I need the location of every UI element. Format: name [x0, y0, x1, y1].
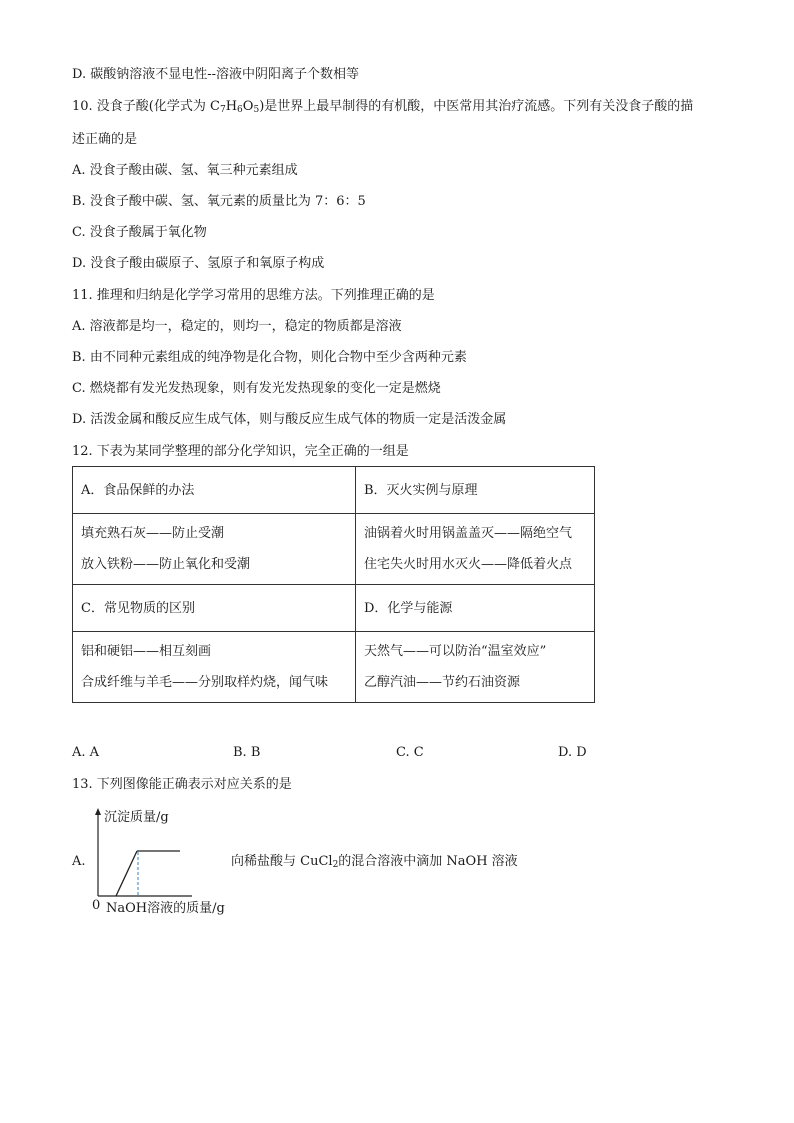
q10-stem-part: 10. 没食子酸(化学式为 C: [72, 99, 220, 114]
cell-a-line: 填充熟石灰——防止受潮: [81, 526, 225, 541]
y-axis-label: 沉淀质量/g: [104, 810, 169, 825]
formula-part: O: [242, 99, 254, 114]
q10-option-d: D. 没食子酸由碳原子、氢原子和氧原子构成: [72, 256, 325, 271]
q12-option-a: A. A: [72, 745, 100, 760]
curve-rise: [116, 851, 137, 896]
cell-d-line: 乙醇汽油——节约石油资源: [364, 675, 521, 690]
formula-subscript: 2: [332, 860, 339, 870]
cell-b-body: [356, 514, 595, 585]
y-axis-arrow: [95, 808, 101, 815]
q11-option-c: C. 燃烧都有发光发热现象，则有发光发热现象的变化一定是燃烧: [72, 381, 441, 396]
cell-d-body: [356, 632, 595, 703]
cell-c-line: 合成纤维与羊毛——分别取样灼烧，闻气味: [81, 675, 329, 690]
q13-stem: 13. 下列图像能正确表示对应关系的是: [72, 777, 292, 792]
q12-option-d: D. D: [558, 745, 587, 760]
q10-option-b: B. 没食子酸中碳、氢、氧元素的质量比为 7：6：5: [72, 194, 366, 209]
formula-part: H: [225, 99, 238, 114]
cell-b-head: B．灭火实例与原理: [356, 467, 595, 514]
desc-part: 向稀盐酸与 CuCl: [231, 854, 333, 869]
cell-c-line: 铝和硬铝——相互刻画: [81, 644, 212, 659]
formula-subscript: 5: [253, 105, 260, 115]
formula-subscript: 7: [219, 105, 226, 115]
cell-b-line: 住宅失火时用水灭火——降低着火点: [364, 557, 573, 572]
q13-option-a-label: A.: [72, 854, 86, 869]
q12-option-c: C. C: [396, 745, 424, 760]
q11-stem: 11. 推理和归纳是化学学习常用的思维方法。下列推理正确的是: [72, 288, 435, 303]
cell-c-head: C．常见物质的区别: [73, 585, 356, 632]
q11-option-d: D. 活泼金属和酸反应生成气体，则与酸反应生成气体的物质一定是活泼金属: [72, 412, 507, 427]
q10-stem-line2: 述正确的是: [72, 132, 138, 147]
q10-option-a: A. 没食子酸由碳、氢、氧三种元素组成: [72, 163, 298, 178]
origin-label: 0: [92, 898, 101, 913]
cell-d-head: D．化学与能源: [356, 585, 595, 632]
cell-d-line: 天然气——可以防治“温室效应”: [364, 644, 547, 659]
cell-a-line: 放入铁粉——防止氧化和受潮: [81, 557, 251, 572]
cell-b-line: 油锅着火时用锅盖盖灭——隔绝空气: [364, 526, 573, 541]
x-axis-label: NaOH溶液的质量/g: [106, 901, 225, 916]
q10-stem: [72, 98, 693, 116]
knowledge-table: [72, 466, 595, 703]
q11-option-b: B. 由不同种元素组成的纯净物是化合物，则化合物中至少含两种元素: [72, 350, 467, 365]
desc-part: 的混合溶液中滴加 NaOH 溶液: [338, 854, 518, 869]
q12-stem: 12. 下表为某同学整理的部分化学知识，完全正确的一组是: [72, 444, 409, 459]
cell-a-body: [73, 514, 356, 585]
q10-option-c: C. 没食子酸属于氧化物: [72, 225, 207, 240]
q12-option-b: B. B: [233, 745, 261, 760]
q11-option-a: A. 溶液都是均一，稳定的，则均一，稳定的物质都是溶液: [72, 319, 402, 334]
formula-subscript: 6: [237, 105, 243, 115]
q10-stem-part: )是世界上最早制得的有机酸，中医常用其治疗流感。下列有关没食子酸的描: [259, 99, 694, 114]
cell-c-body: [73, 632, 356, 703]
cell-a-head: A．食品保鲜的办法: [73, 467, 356, 514]
q13-option-a-desc: [231, 853, 518, 871]
q9-option-d: D. 碳酸钠溶液不显电性--溶液中阴阳离子个数相等: [72, 67, 360, 82]
